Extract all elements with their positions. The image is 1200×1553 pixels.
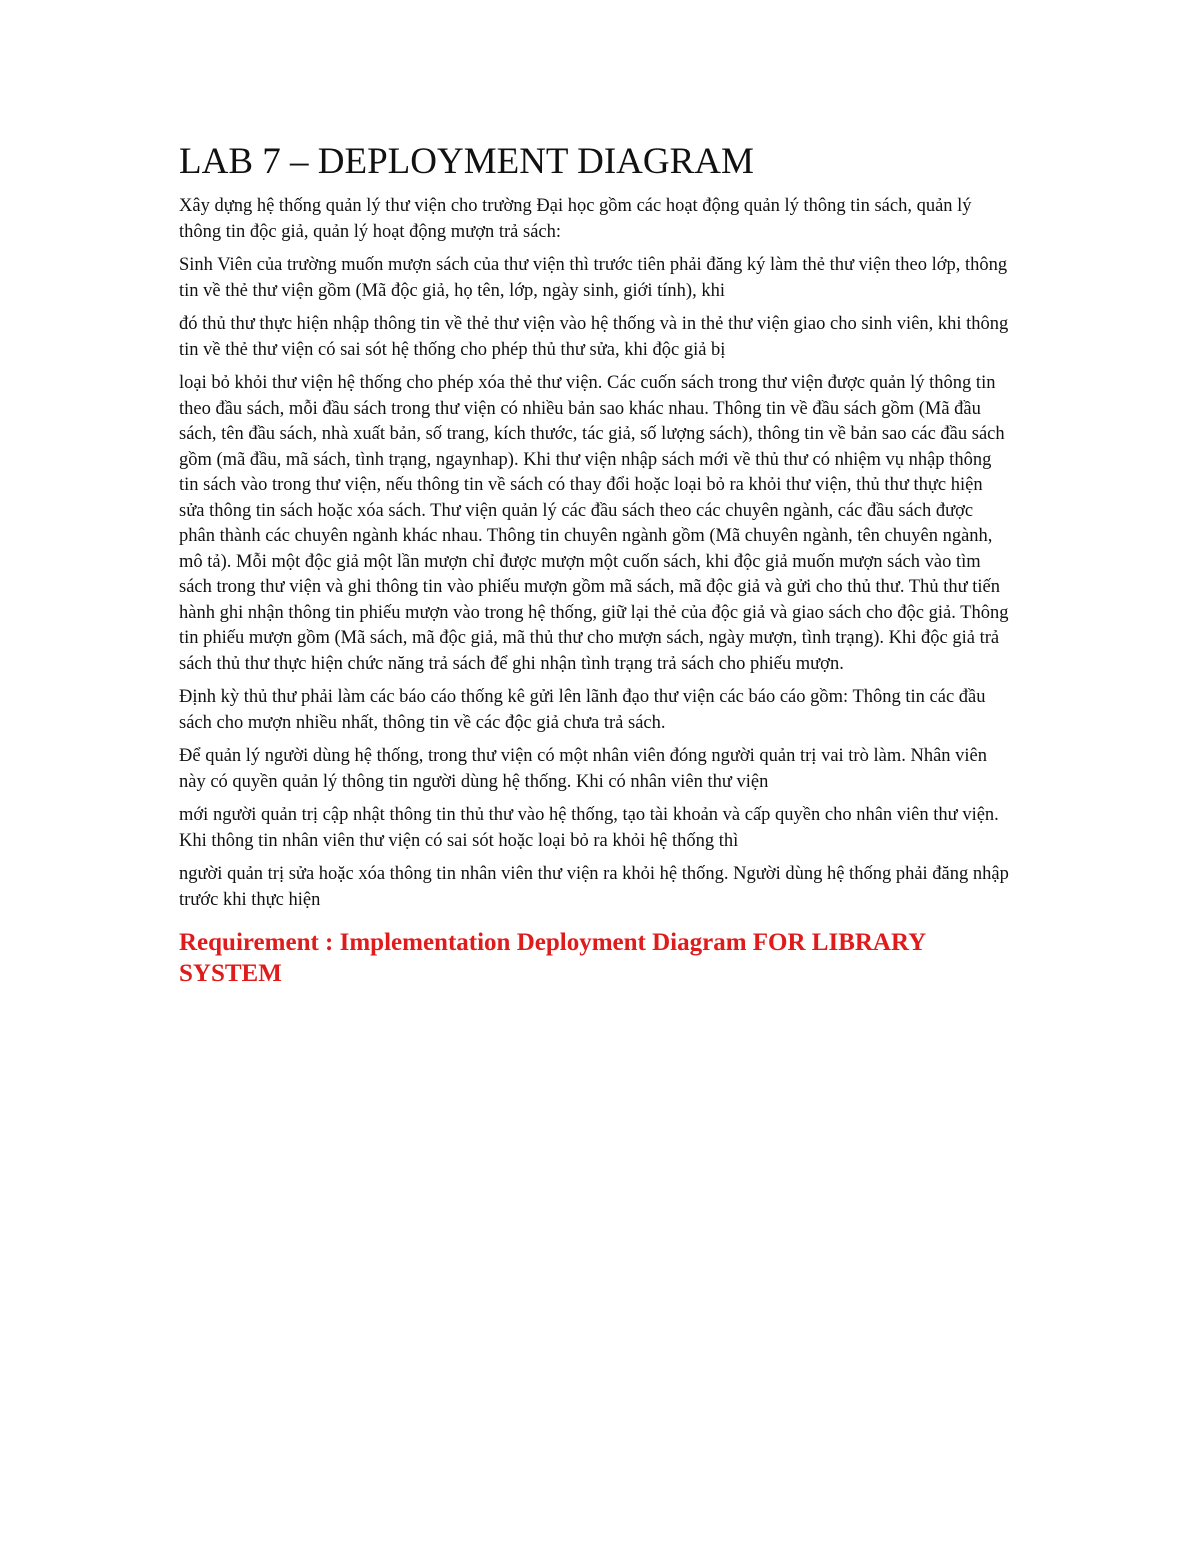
paragraph-reports: Định kỳ thủ thư phải làm các báo cáo thống kê gửi lên lãnh đạo thư viện các báo cáo gồm: Thông tin các đầu sách cho mượn nhiều nhất, thông tin về các độc giả chưa trả sách.	[179, 687, 986, 733]
document-title: LAB 7 – DEPLOYMENT DIAGRAM	[179, 141, 754, 182]
paragraph-user-management: Để quản lý người dùng hệ thống, trong thư viện có một nhân viên đóng người quản trị vai trò làm. Nhân viên này có quyền quản lý thông tin người dùng hệ thống. Khi có nhân viên thư viện	[179, 746, 988, 792]
paragraph-books-management: loại bỏ khỏi thư viện hệ thống cho phép xóa thẻ thư viện. Các cuốn sách trong thư viện được quản lý thông tin theo đầu sách, mỗi đầu sách trong thư viện có nhiều bản sao khác nhau. Thông tin về đầu sách gồm (Mã đầu sách, tên đầu sách, nhà xuất bản, số trang, kích thước, tác giả, số lượng sách), thông tin về bản sao các đầu sách gồm (mã đầu, mã sách, tình trạng, ngaynhap). Khi thư viện nhập sách mới về thủ thư có nhiệm vụ nhập thông tin sách vào trong thư viện, nếu thông tin về sách có thay đổi hoặc loại bỏ ra khỏi thư viện, thủ thư thực hiện sửa thông tin sách hoặc xóa sách. Thư viện quản lý các đầu sách theo các chuyên ngành, các đầu sách được phân thành các chuyên ngành khác nhau. Thông tin chuyên ngành gồm (Mã chuyên ngành, tên chuyên ngành, mô tả). Mỗi một độc giả một lần mượn chỉ được mượn một cuốn sách, khi độc giả muốn mượn sách vào tìm sách trong thư viện và ghi thông tin vào phiếu mượn gồm mã sách, mã độc giả và gửi cho thủ thư. Thủ thư tiến hành ghi nhận thông tin phiếu mượn vào trong hệ thống, giữ lại thẻ của độc giả và giao sách cho độc giả. Thông tin phiếu mượn gồm (Mã sách, mã độc giả, mã thủ thư cho mượn sách, ngày mượn, tình trạng). Khi độc giả trả sách thủ thư thực hiện chức năng trả sách để ghi nhận tình trạng trả sách cho phiếu mượn.	[179, 373, 1009, 674]
paragraph-librarian-input: đó thủ thư thực hiện nhập thông tin về thẻ thư viện vào hệ thống và in thẻ thư viện giao cho sinh viên, khi thông tin về thẻ thư viện có sai sót hệ thống cho phép thủ thư sửa, khi độc giả bị	[179, 314, 1009, 360]
document-content	[179, 140, 1009, 989]
paragraph-intro: Xây dựng hệ thống quản lý thư viện cho trường Đại học gồm các hoạt động quản lý thông tin sách, quản lý thông tin độc giả, quản lý hoạt động mượn trả sách:	[179, 196, 972, 242]
paragraph-admin-update: mới người quản trị cập nhật thông tin thủ thư vào hệ thống, tạo tài khoản và cấp quyền cho nhân viên thư viện. Khi thông tin nhân viên thư viện có sai sót hoặc loại bỏ ra khỏi hệ thống thì	[179, 805, 999, 851]
requirement-heading: Requirement : Implementation Deployment Diagram FOR LIBRARY SYSTEM	[179, 929, 926, 987]
paragraph-student-card: Sinh Viên của trường muốn mượn sách của thư viện thì trước tiên phải đăng ký làm thẻ thư viện theo lớp, thông tin về thẻ thư viện gồm (Mã độc giả, họ tên, lớp, ngày sinh, giới tính), khi	[179, 255, 1008, 301]
paragraph-admin-delete: người quản trị sửa hoặc xóa thông tin nhân viên thư viện ra khỏi hệ thống. Người dùng hệ thống phải đăng nhập trước khi thực hiện	[179, 864, 1009, 910]
